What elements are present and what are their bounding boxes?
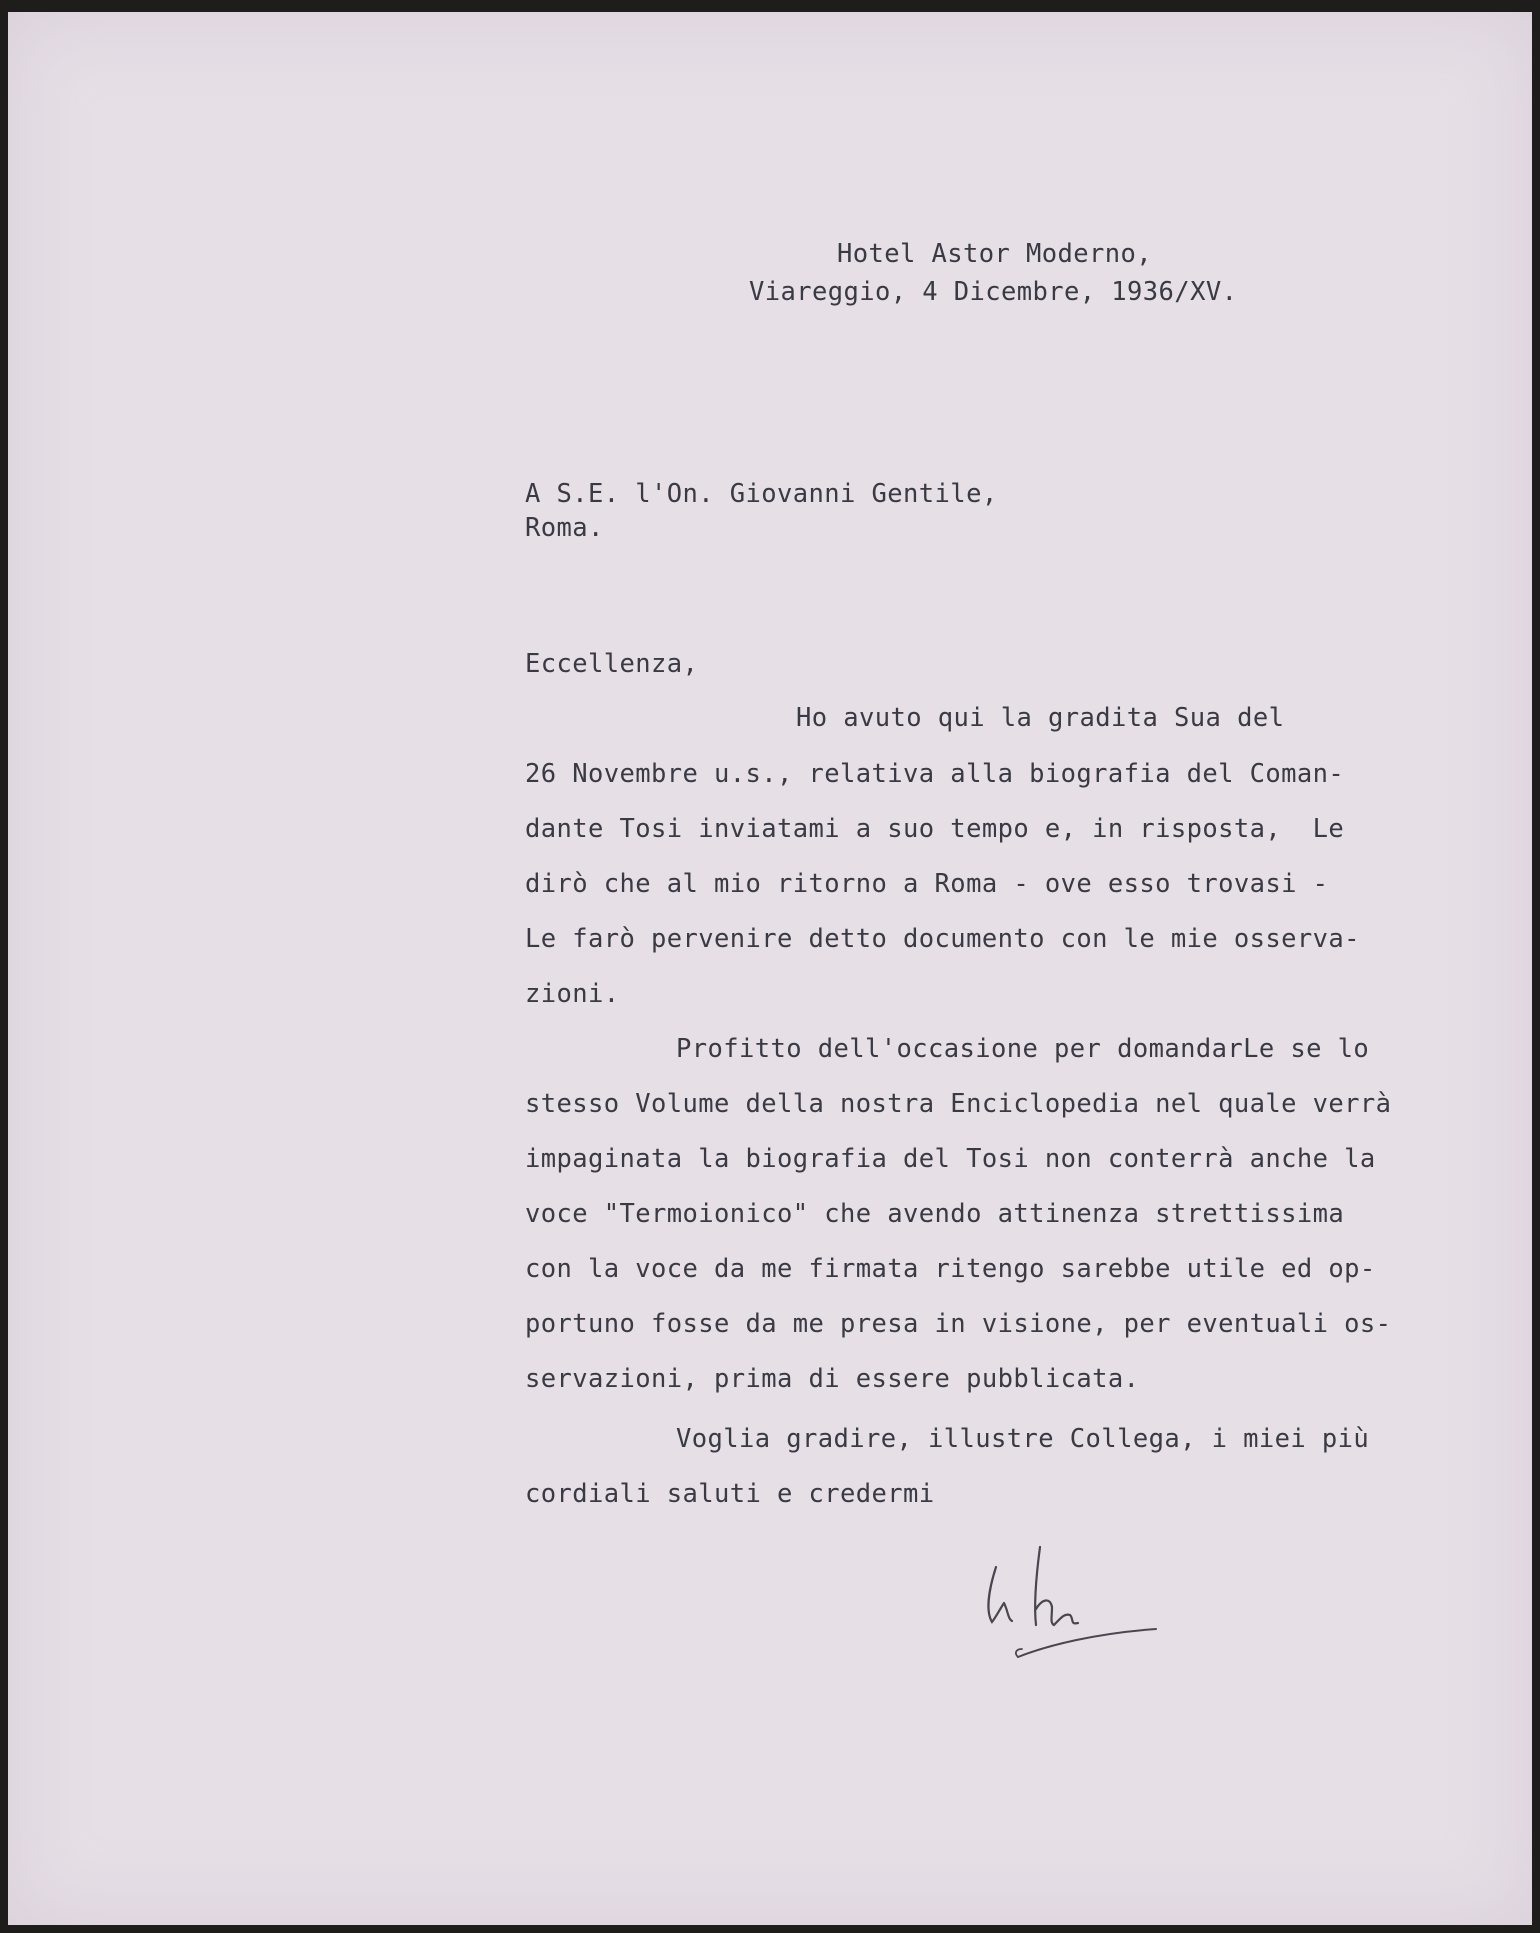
- body-line: zioni.: [525, 979, 620, 1009]
- salutation: Eccellenza,: [525, 649, 699, 679]
- recipient-city: Roma.: [525, 513, 604, 543]
- body-line: dirò che al mio ritorno a Roma - ove esso trovasi -: [525, 869, 1329, 899]
- body-line: cordiali saluti e credermi: [525, 1479, 935, 1509]
- body-line: Ho avuto qui la gradita Sua del: [796, 703, 1285, 733]
- body-line: stesso Volume della nostra Enciclopedia nel quale verrà: [525, 1089, 1392, 1119]
- body-line: impaginata la biografia del Tosi non conterrà anche la: [525, 1144, 1376, 1174]
- handwritten-signature-icon: [978, 1537, 1178, 1677]
- body-line: servazioni, prima di essere pubblicata.: [525, 1364, 1140, 1394]
- header-place-date: Viareggio, 4 Dicembre, 1936/XV.: [749, 277, 1238, 307]
- header-hotel: Hotel Astor Moderno,: [837, 239, 1153, 269]
- bleed-through-left: [16, 902, 47, 1008]
- body-line: Le farò pervenire detto documento con le mie osserva-: [525, 924, 1360, 954]
- body-line: Voglia gradire, illustre Collega, i miei più: [676, 1424, 1370, 1454]
- recipient-name: A S.E. l'On. Giovanni Gentile,: [525, 479, 998, 509]
- letter-page: [8, 12, 1532, 1925]
- body-line: voce "Termoionico" che avendo attinenza strettissima: [525, 1199, 1345, 1229]
- body-line: 26 Novembre u.s., relativa alla biografia del Coman-: [525, 759, 1345, 789]
- body-line: Profitto dell'occasione per domandarLe se lo: [676, 1034, 1370, 1064]
- body-line: dante Tosi inviatami a suo tempo e, in risposta, Le: [525, 814, 1345, 844]
- body-line: portuno fosse da me presa in visione, per eventuali os-: [525, 1309, 1392, 1339]
- body-line: con la voce da me firmata ritengo sarebbe utile ed op-: [525, 1254, 1376, 1284]
